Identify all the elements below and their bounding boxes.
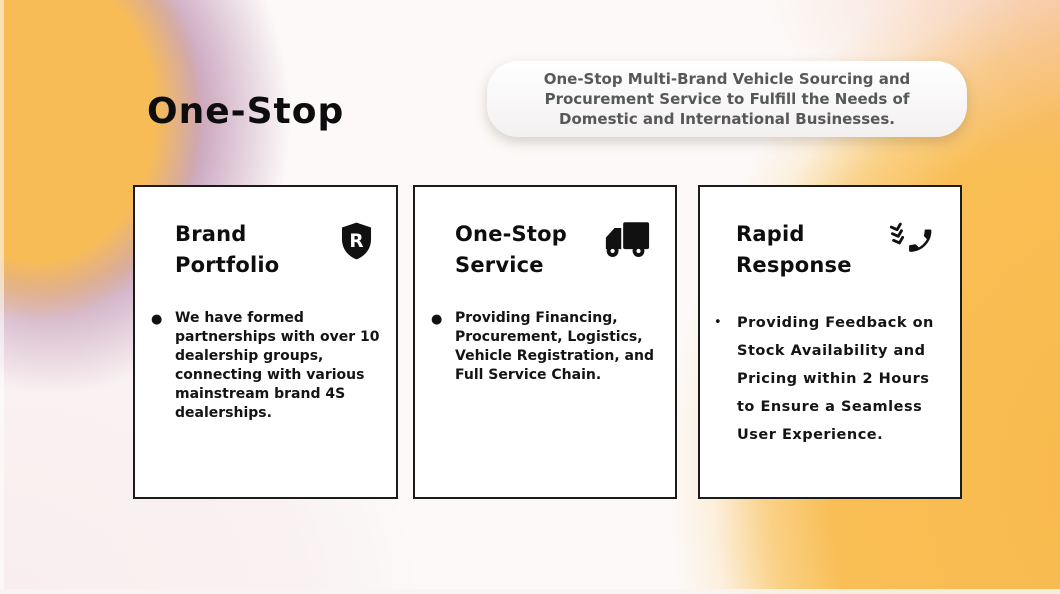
card-one-stop-service [413,185,677,499]
bullet-marker: ● [151,312,163,327]
bullet-marker: ● [431,312,443,327]
page-title: One-Stop [147,91,345,132]
card-header [700,187,960,281]
phone-incoming-icon [890,221,936,263]
card-header [135,187,396,281]
subtitle-badge [487,61,967,137]
truck-icon [603,221,651,258]
card-rapid-response [698,185,962,499]
card-header [415,187,675,281]
bullet-text: Providing Financing, Procurement, Logistics, Vehicle Registration, and Full Service Chain. [455,310,654,383]
bullet-marker: • [714,315,722,330]
shield-r-icon [341,221,372,261]
frame-edge-bottom [0,589,1060,594]
bullet-text: Providing Feedback on Stock Availability and Pricing within 2 Hours to Ensure a Seamless User Experience. [737,315,934,443]
card-title: One-Stop Service [455,222,567,277]
frame-edge-left [0,0,4,594]
card-title: Brand Portfolio [175,222,280,277]
card-title: Rapid Response [736,222,852,277]
bullet-item [700,281,960,449]
subtitle-badge-text: One-Stop Multi-Brand Vehicle Sourcing and Procurement Service to Fulfill the Needs of Domestic and International Businesses. [543,70,911,128]
bullet-item [415,281,675,385]
card-brand-portfolio [133,185,398,499]
bullet-text: We have formed partnerships with over 10 dealership groups, connecting with various mainstream brand 4S dealerships. [175,310,380,421]
shield-letter: R [349,230,364,252]
bullet-item [135,281,396,423]
